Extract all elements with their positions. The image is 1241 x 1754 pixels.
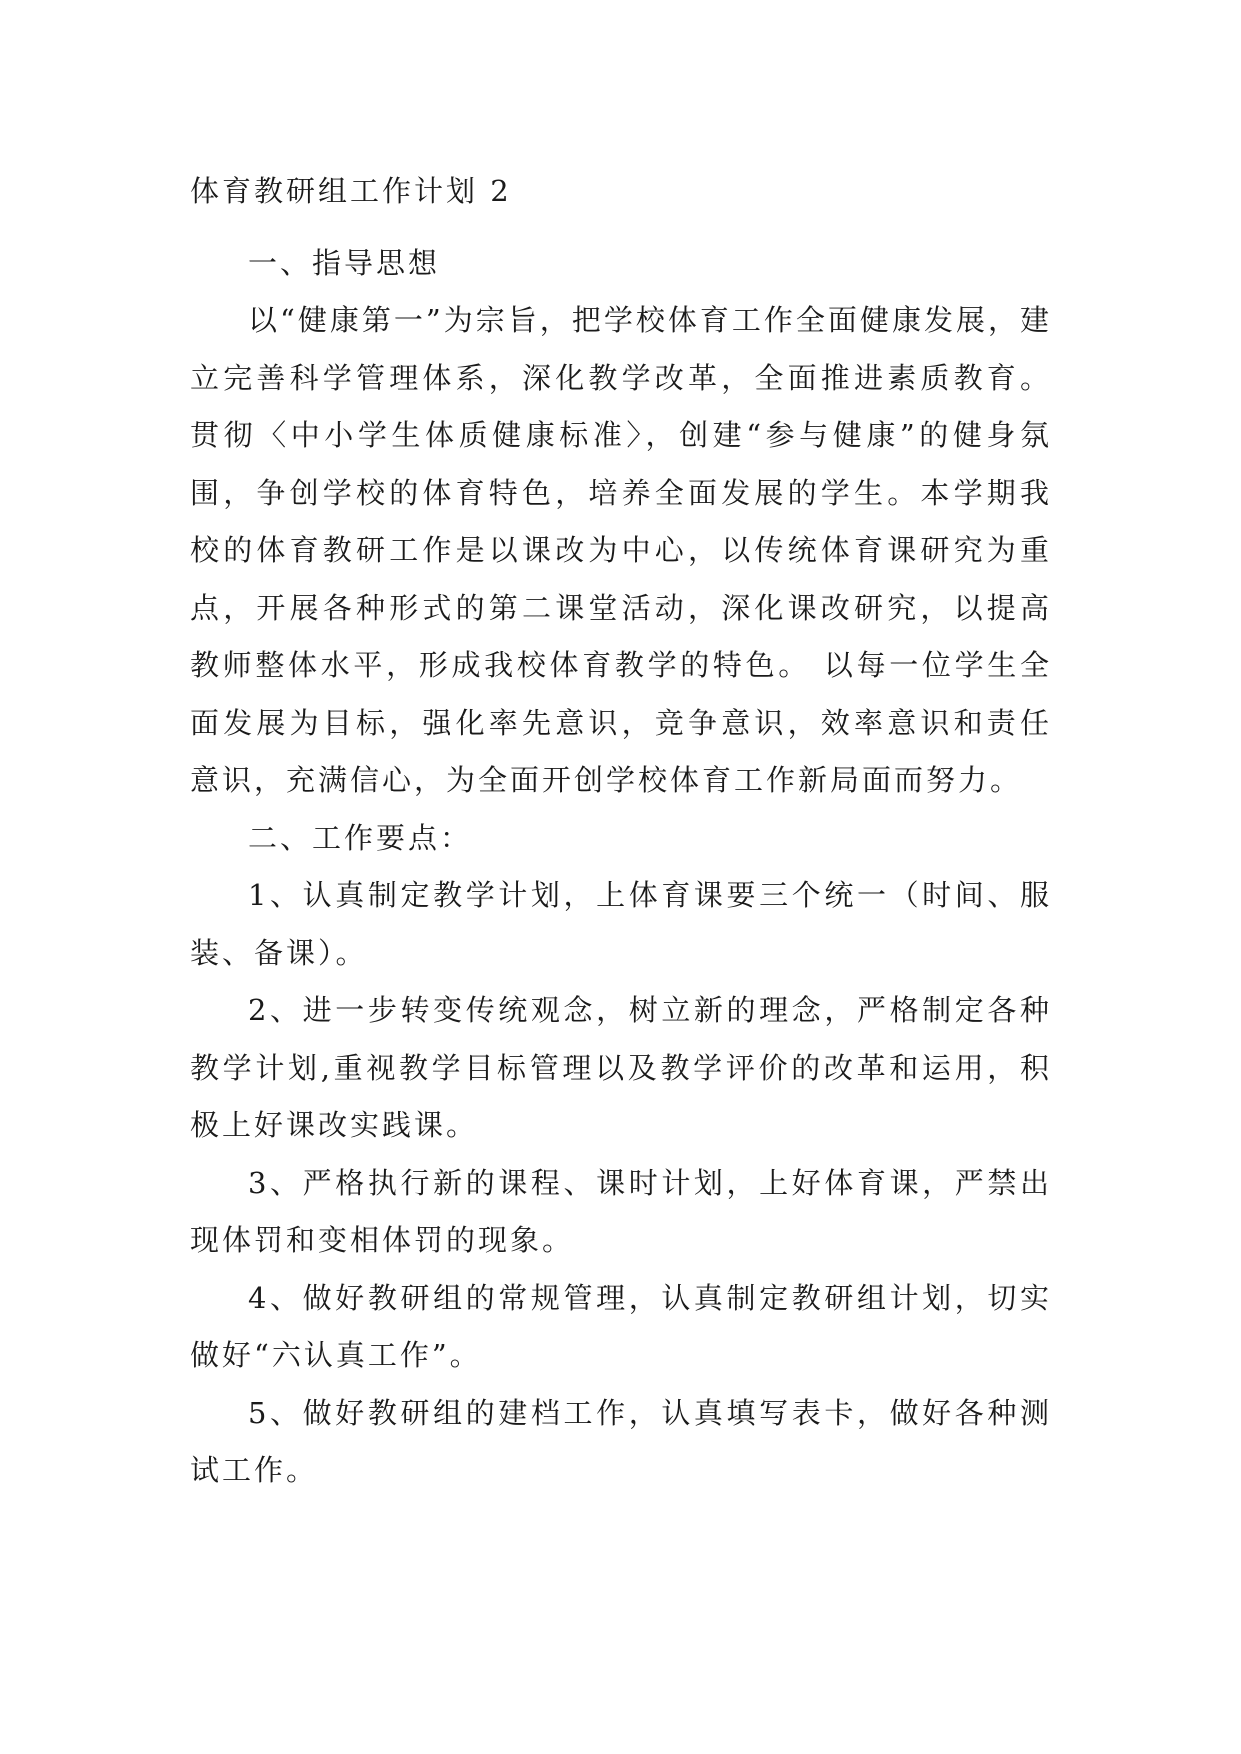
section-heading-guiding-ideology: 一、指导思想 (248, 245, 441, 280)
section-body-guiding-ideology: 以“健康第一”为宗旨，把学校体育工作全面健康发展，建立完善科学管理体系，深化教学改革，全面推进素质教育。贯彻〈中小学生体质健康标准〉，创建“参与健康”的健身氛围，争创学校的体育特色，培养全面发展的学生。本学期我校的体育教研工作是以课改为中心，以传统体育课研究为重点，开展各种形式的第二课堂活动，深化课改研究，以提高教师整体水平，形成我校体育教学的特色。 以每一位学生全面发展为目标，强化率先意识，竞争意识，效率意识和责任意识，充满信心，为全面开创学校体育工作新局面而努力。 (190, 303, 1052, 797)
work-point-item: 5、做好教研组的建档工作，认真填写表卡，做好各种测试工作。 (190, 1395, 1052, 1487)
work-point-item: 4、做好教研组的常规管理，认真制定教研组计划，切实做好“六认真工作”。 (190, 1280, 1052, 1372)
document-content (190, 163, 1052, 1500)
document-title: 体育教研组工作计划 2 (190, 174, 512, 208)
work-point-item: 2、进一步转变传统观念，树立新的理念，严格制定各种教学计划,重视教学目标管理以及教学评价的改革和运用，积极上好课改实践课。 (190, 993, 1052, 1142)
section-heading-work-points: 二、工作要点： (248, 820, 473, 855)
work-point-item: 3、严格执行新的课程、课时计划，上好体育课，严禁出现体罚和变相体罚的现象。 (190, 1165, 1052, 1257)
work-point-item: 1、认真制定教学计划，上体育课要三个统一（时间、服装、备课）。 (190, 878, 1052, 970)
